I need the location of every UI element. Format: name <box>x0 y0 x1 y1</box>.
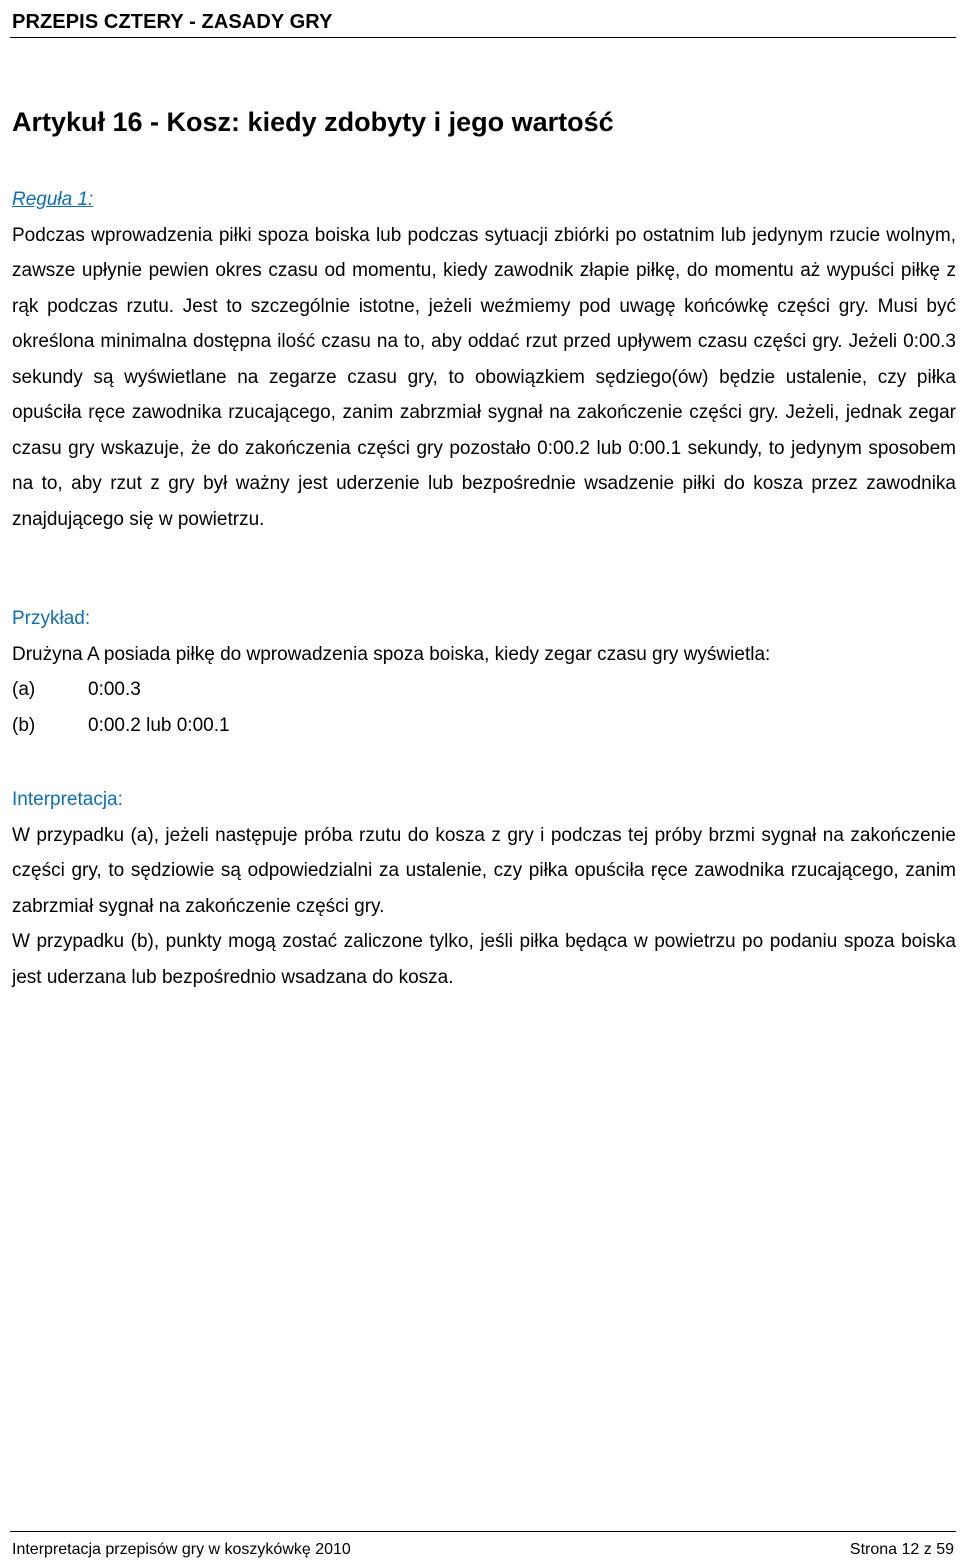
page-footer <box>12 1538 954 1562</box>
rule-section <box>12 182 956 537</box>
option-key: (b) <box>12 714 36 736</box>
example-section <box>12 601 956 743</box>
interpretation-label: Interpretacja: <box>12 789 123 810</box>
example-intro: Drużyna A posiada piłkę do wprowadzenia spoza boiska, kiedy zegar czasu gry wyświetla: <box>12 643 771 665</box>
interpretation-section <box>12 782 956 995</box>
header-divider <box>10 37 956 38</box>
article-title: Artykuł 16 - Kosz: kiedy zdobyty i jego wartość <box>12 107 614 137</box>
example-label: Przykład: <box>12 608 91 629</box>
interpretation-paragraph-2: W przypadku (b), punkty mogą zostać zaliczone tylko, jeśli piłka będąca w powietrzu po podaniu spoza boiska jest uderzana lub bezpośrednio wsadzana do kosza. <box>12 931 956 988</box>
example-option-b <box>12 708 956 744</box>
interpretation-paragraph-1: W przypadku (a), jeżeli następuje próba rzutu do kosza z gry i podczas tej próby brzmi sygnał na zakończenie części gry, to sędziowie są odpowiedzialni za ustalenie, czy piłka opuściła ręce zawodnika rzucającego, zanim zabrzmiał sygnał na zakończenie części gry. <box>12 824 956 917</box>
footer-divider <box>10 1531 956 1532</box>
example-option-a <box>12 672 956 708</box>
running-header: PRZEPIS CZTERY - ZASADY GRY <box>12 11 333 33</box>
option-key: (a) <box>12 679 36 700</box>
rule-text: Podczas wprowadzenia piłki spoza boiska lub podczas sytuacji zbiórki po ostatnim lub jedynym rzucie wolnym, zawsze upłynie pewien okres czasu od momentu, kiedy zawodnik złapie piłkę, do momentu aż wypuści piłkę z rąk podczas rzutu. Jest to szczególnie istotne, jeżeli weźmiemy pod uwagę końcówkę części gry. Musi być określona minimalna dostępna ilość czasu na to, aby oddać rzut przed upływem czasu części gry. Jeżeli 0:00.3 sekundy są wyświetlane na zegarze czasu gry, to obowiązkiem sędziego(ów) będzie ustalenie, czy piłka opuściła ręce zawodnika rzucającego, zanim zabrzmiał sygnał na zakończenie części gry. Jeżeli, jednak zegar czasu gry wskazuje, że do zakończenia części gry pozostało 0:00.2 lub 0:00.1 sekundy, to jedynym sposobem na to, aby rzut z gry był ważny jest uderzenie lub bezpośrednie wsadzenie piłki do kosza przez zawodnika znajdującego się w powietrzu. <box>12 224 956 530</box>
footer-page-number: Strona 12 z 59 <box>849 1541 954 1558</box>
rule-label: Reguła 1: <box>12 189 94 210</box>
footer-document-title: Interpretacja przepisów gry w koszykówkę 2010 <box>12 1541 351 1558</box>
option-value: 0:00.2 lub 0:00.1 <box>88 714 230 736</box>
option-value: 0:00.3 <box>88 679 141 700</box>
